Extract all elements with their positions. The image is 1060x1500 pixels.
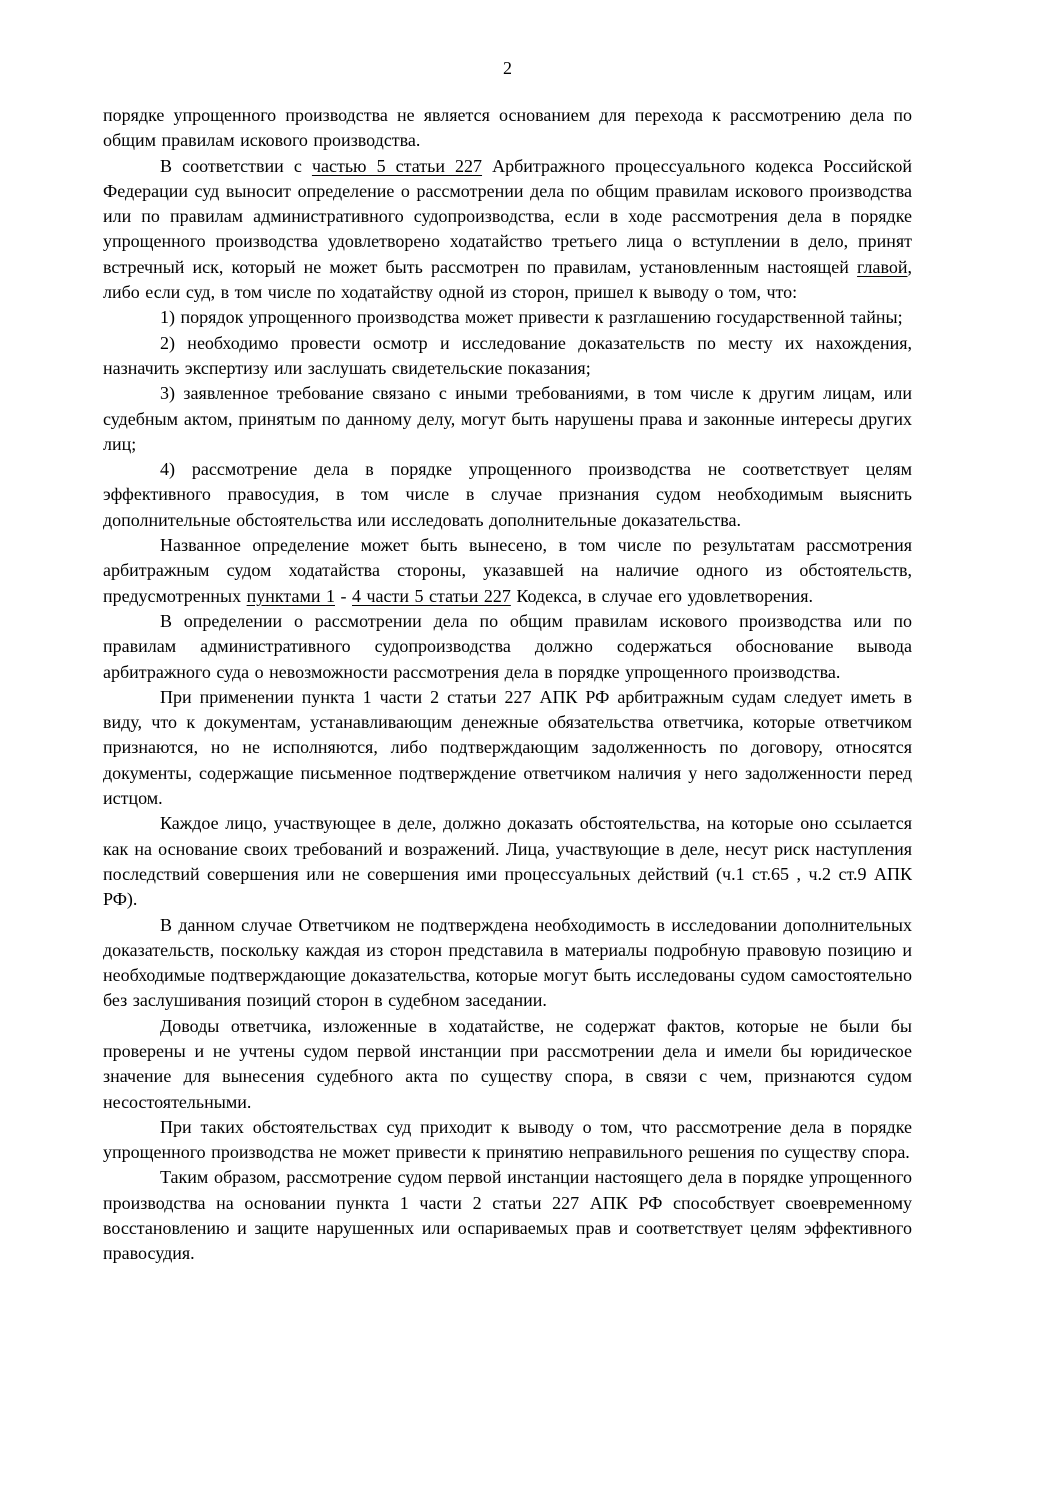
text-segment: Таким образом, рассмотрение судом первой инстанции настоящего дела в порядке упрощенного производства на основании пункта 1 части 2 статьи 227 АПК РФ способствует своевременному восстановлению и защите нарушенных или оспариваемых прав и соответствует целям эффективного правосудия. <box>103 1167 912 1264</box>
paragraph <box>103 685 912 811</box>
text-segment: 2) необходимо провести осмотр и исследование доказательств по месту их нахождения, назначить экспертизу или заслушать свидетельские показания; <box>103 332 912 378</box>
text-segment: 3) заявленное требование связано с иными требованиями, в том числе к другим лицам, или судебным актом, принятым по данному делу, могут быть нарушены права и законные интересы других лиц; <box>103 383 912 454</box>
underlined-reference: 4 части 5 статьи 227 <box>352 585 511 606</box>
paragraph <box>103 811 912 912</box>
text-segment: Арбитражного процессуального кодекса Российской Федерации суд выносит определение о рассмотрении дела по общим правилам искового производства или по правилам административного судопроизводства, если в ходе рассмотрения дела в порядке упрощенного производства удовлетворено ходатайство третьего лица о вступлении в дело, принят встречный иск, который не может быть рассмотрен по правилам, установленным настоящей <box>103 155 912 277</box>
paragraph <box>103 533 912 609</box>
text-segment: 4) рассмотрение дела в порядке упрощенного производства не соответствует целям эффективного правосудия, в том числе в случае признания судом необходимым выяснить дополнительные обстоятельства или исследовать дополнительные доказательства. <box>103 459 912 530</box>
underlined-reference: частью 5 статьи 227 <box>311 155 483 176</box>
text-segment: Названное определение может быть вынесено, в том числе по результатам рассмотрения арбитражным судом ходатайства стороны, указавшей на наличие одного из обстоятельств, предусмотренных <box>103 535 912 606</box>
text-segment: В соответствии с <box>160 155 312 176</box>
text-segment: В данном случае Ответчиком не подтверждена необходимость в исследовании дополнительных доказательств, поскольку каждая из сторон представила в материалы подробную правовую позицию и необходимые подтверждающие доказательства, которые могут быть исследованы судом самостоятельно без заслушивания позиций сторон в судебном заседании. <box>103 914 912 1011</box>
text-segment: порядке упрощенного производства не является основанием для перехода к рассмотрению дела по общим правилам искового производства. <box>103 105 912 151</box>
paragraph <box>103 154 912 306</box>
paragraph <box>103 913 912 1014</box>
text-segment: При применении пункта 1 части 2 статьи 227 АПК РФ арбитражным судам следует иметь в виду, что к документам, устанавливающим денежные обязательства ответчика, которые ответчиком признаются, но не исполняются, либо подтверждающим задолженность по договору, относятся документы, содержащие письменное подтверждение ответчиком наличия у него задолженности перед истцом. <box>103 686 912 809</box>
text-segment: Каждое лицо, участвующее в деле, должно доказать обстоятельства, на которые оно ссылается как на основание своих требований и возражений. Лица, участвующие в деле, несут риск наступления последствий совершения или не совершения ими процессуальных действий (ч.1 ст.65 , ч.2 ст.9 АПК РФ). <box>103 813 912 910</box>
paragraph <box>103 1165 912 1266</box>
page-number: 2 <box>503 58 512 78</box>
paragraph <box>103 331 912 382</box>
text-segment: Доводы ответчика, изложенные в ходатайстве, не содержат фактов, которые не были бы проверены и не учтены судом первой инстанции при рассмотрении дела и имели бы юридическое значение для вынесения судебного акта по существу спора, в связи с чем, признаются судом несостоятельными. <box>103 1015 912 1112</box>
text-segment: - <box>335 585 352 606</box>
paragraph <box>103 457 912 533</box>
paragraph <box>103 1115 912 1166</box>
text-segment: Кодекса, в случае его удовлетворения. <box>510 585 814 606</box>
underlined-reference: пунктами 1 <box>246 585 335 606</box>
underlined-reference: главой <box>857 256 908 277</box>
paragraph <box>103 103 912 154</box>
text-segment: В определении о рассмотрении дела по общим правилам искового производства или по правилам административного судопроизводства должно содержаться обоснование вывода арбитражного суда о невозможности рассмотрения дела в порядке упрощенного производства. <box>103 610 912 682</box>
document-body <box>103 103 912 1267</box>
text-segment: 1) порядок упрощенного производства может привести к разглашению государственной тайны; <box>160 307 903 328</box>
paragraph <box>103 305 912 330</box>
text-segment: , либо если суд, в том числе по ходатайству одной из сторон, пришел к выводу о том, что: <box>103 256 912 303</box>
paragraph <box>103 381 912 457</box>
text-segment: При таких обстоятельствах суд приходит к выводу о том, что рассмотрение дела в порядке упрощенного производства не может привести к принятию неправильного решения по существу спора. <box>103 1116 912 1163</box>
paragraph <box>103 609 912 685</box>
paragraph <box>103 1014 912 1115</box>
